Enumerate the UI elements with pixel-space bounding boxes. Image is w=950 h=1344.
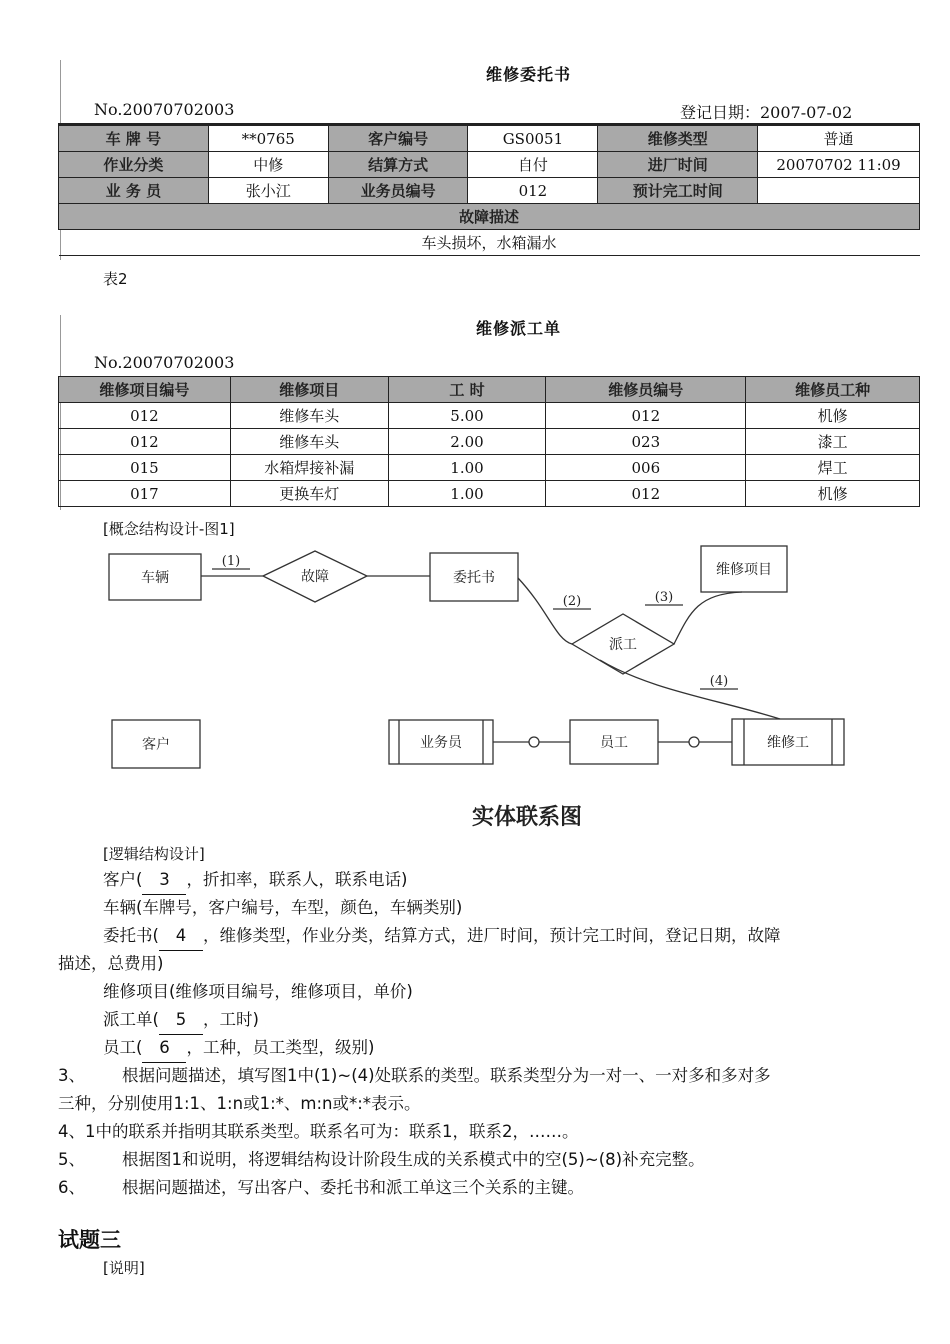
schema-line-commission: 委托书( 4 ，维修类型，作业分类，结算方式，进厂时间，预计完工时间，登记日期，故障	[103, 922, 780, 951]
cell: 012	[59, 403, 231, 429]
column-header: 维修员编号	[546, 377, 746, 403]
schema-line-customer: 客户( 3 ，折扣率，联系人，联系电话)	[103, 866, 407, 895]
connector	[518, 578, 572, 644]
cell: 维修车头	[230, 429, 388, 455]
cell: 012	[546, 481, 746, 507]
column-header: 维修项目	[230, 377, 388, 403]
cell-value: 张小江	[208, 178, 328, 204]
cell: 漆工	[746, 429, 920, 455]
logic-heading: [逻辑结构设计]	[103, 845, 205, 863]
answer-blank: 3	[142, 866, 186, 895]
cell-label: 进厂时间	[598, 152, 758, 178]
cell-value: **0765	[208, 126, 328, 152]
fault-text: 车头损坏，水箱漏水	[59, 230, 920, 256]
section-sub: [说明]	[103, 1259, 145, 1277]
cell: 012	[546, 403, 746, 429]
schema-line-employee: 员工( 6 ，工种，员工类型，级别)	[103, 1034, 374, 1063]
schema-line-vehicle: 车辆(车牌号，客户编号，车型，颜色，车辆类别)	[103, 898, 463, 917]
cell-label: 车 牌 号	[59, 126, 209, 152]
cell-label: 业 务 员	[59, 178, 209, 204]
cell-label: 维修类型	[598, 126, 758, 152]
diagram-title: 实体联系图	[471, 804, 583, 830]
blank-label-4: (4)	[709, 674, 729, 689]
cell-value: 普通	[758, 126, 920, 152]
form1-number: No.20070702003	[94, 100, 235, 119]
cell-value: 中修	[208, 152, 328, 178]
section-title: 试题三	[58, 1228, 121, 1252]
question-4: 4、1中的联系并指明其联系类型。联系名可为：联系1，联系2，……。	[58, 1122, 579, 1141]
cell-label: 作业分类	[59, 152, 209, 178]
isa-circle	[529, 737, 539, 747]
entity-salesman: 业务员	[420, 735, 462, 751]
column-header: 维修员工种	[746, 377, 920, 403]
answer-blank: 5	[159, 1006, 203, 1035]
question-3: 3、 根据问题描述，填写图1中(1)~(4)处联系的类型。联系类型分为一对一、一对多和多对多	[58, 1066, 771, 1085]
blank-label-3: (3)	[654, 590, 674, 605]
form2-title: 维修派工单	[476, 319, 562, 338]
relation-fault: 故障	[301, 569, 329, 585]
cell-value: 自付	[468, 152, 598, 178]
cell: 1.00	[388, 455, 546, 481]
isa-circle	[689, 737, 699, 747]
cell-value: GS0051	[468, 126, 598, 152]
schema-line-repair-item: 维修项目(维修项目编号，维修项目，单价)	[103, 982, 413, 1001]
cell: 焊工	[746, 455, 920, 481]
cell-label: 客户编号	[328, 126, 468, 152]
cell: 水箱焊接补漏	[230, 455, 388, 481]
cell: 015	[59, 455, 231, 481]
cell: 机修	[746, 403, 920, 429]
answer-blank: 4	[159, 922, 203, 951]
diagram-caption-label: [概念结构设计-图1]	[103, 520, 235, 538]
cell-label: 业务员编号	[328, 178, 468, 204]
cell: 维修车头	[230, 403, 388, 429]
cell-label: 预计完工时间	[598, 178, 758, 204]
cell-label: 结算方式	[328, 152, 468, 178]
form1-date: 登记日期：2007-07-02	[680, 103, 853, 122]
cell: 2.00	[388, 429, 546, 455]
entity-vehicle: 车辆	[141, 570, 169, 586]
column-header: 维修项目编号	[59, 377, 231, 403]
cell: 023	[546, 429, 746, 455]
fault-label: 故障描述	[59, 204, 920, 230]
cell: 017	[59, 481, 231, 507]
table-label: 表2	[103, 270, 128, 288]
answer-blank: 6	[142, 1034, 186, 1063]
cell: 1.00	[388, 481, 546, 507]
schema-line-commission-cont: 描述，总费用)	[58, 954, 164, 973]
connector	[600, 660, 780, 719]
entity-commission: 委托书	[453, 570, 495, 586]
entity-repair-item: 维修项目	[716, 562, 772, 578]
blank-label-2: (2)	[562, 594, 582, 609]
schema-line-dispatch: 派工单( 5 ，工时)	[103, 1006, 259, 1035]
form1-title: 维修委托书	[486, 65, 572, 84]
cell-value: 012	[468, 178, 598, 204]
entity-employee: 员工	[600, 735, 628, 751]
cell-value: 20070702 11:09	[758, 152, 920, 178]
form2-number: No.20070702003	[94, 353, 235, 372]
cell: 机修	[746, 481, 920, 507]
column-header: 工 时	[388, 377, 546, 403]
connector	[674, 592, 742, 644]
relation-dispatch: 派工	[609, 637, 637, 653]
question-6: 6、 根据问题描述，写出客户、委托书和派工单这三个关系的主键。	[58, 1178, 584, 1197]
cell: 012	[59, 429, 231, 455]
cell: 5.00	[388, 403, 546, 429]
question-3-cont: 三种，分别使用1:1、1:n或1:*、m:n或*:*表示。	[58, 1094, 421, 1113]
cell: 006	[546, 455, 746, 481]
blank-label-1: (1)	[221, 554, 241, 569]
entity-repairman: 维修工	[767, 735, 809, 751]
cell: 更换车灯	[230, 481, 388, 507]
entity-customer: 客户	[142, 737, 170, 753]
question-5: 5、 根据图1和说明，将逻辑结构设计阶段生成的关系模式中的空(5)~(8)补充完整。	[58, 1150, 705, 1169]
